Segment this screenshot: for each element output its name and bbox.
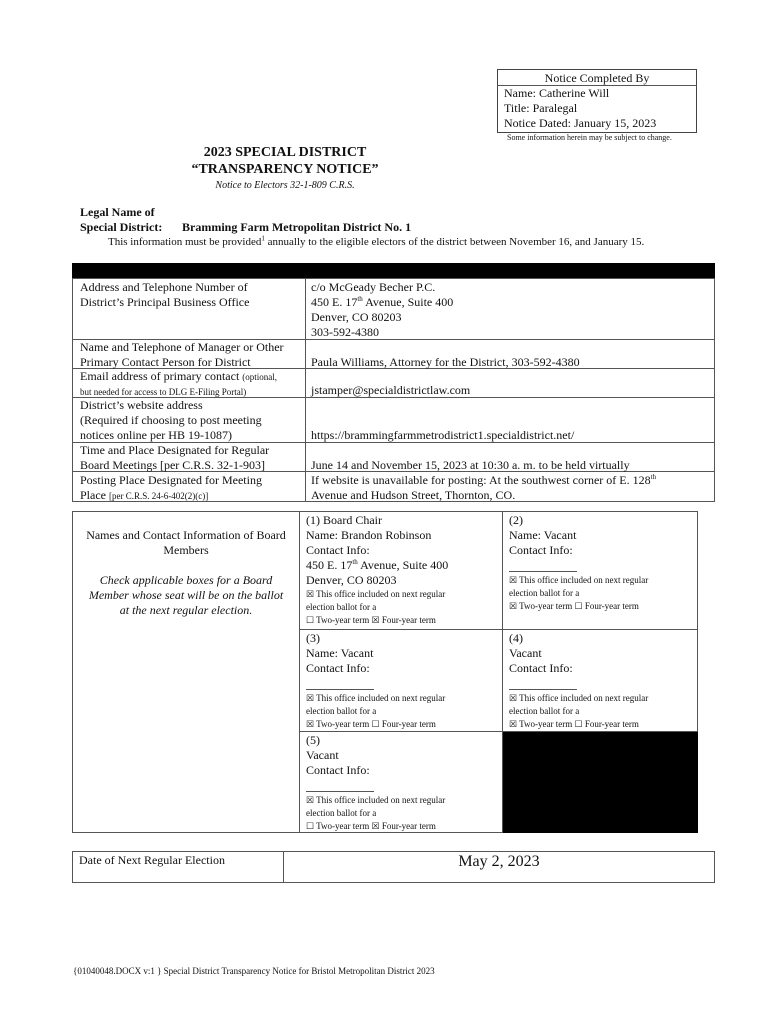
board-instructions (74, 573, 298, 618)
address-street: 450 E. 17 (311, 295, 358, 309)
legal-label2: Special District: (80, 220, 163, 234)
member-contact: Contact Info: (306, 763, 370, 777)
table-row-value (311, 280, 453, 340)
office-checkbox-line2: election ballot for a (306, 808, 377, 818)
table-row-value (311, 473, 656, 503)
posting-sup: th (650, 473, 657, 481)
member-head: (3) (306, 631, 320, 645)
row-label-main: Email address of primary contact (80, 369, 243, 383)
divider (305, 278, 306, 502)
board-member-3 (306, 631, 500, 731)
member-head: (2) (509, 513, 523, 527)
page-footer: {01040048.DOCX v:1 } Special District Transparency Notice for Bristol Metropolitan District 2023 (73, 966, 435, 976)
table-row (80, 340, 284, 370)
table-row (80, 473, 262, 504)
instr-line3: at the next regular election. (119, 603, 253, 617)
office-checkbox[interactable]: ☒ This office included on next regular (306, 795, 446, 805)
board-member-4 (509, 631, 695, 731)
member-contact: Contact Info: (306, 543, 370, 557)
title-line2: “TRANSPARENCY NOTICE” (191, 162, 379, 177)
row-label-main: Place (80, 488, 109, 502)
notice-completed-box (497, 69, 697, 133)
legal-label1: Legal Name of (80, 205, 155, 219)
row-label: Posting Place Designated for Meeting (80, 473, 262, 487)
election-date: May 2, 2023 (458, 853, 540, 870)
legal-note-text: This information must be provided (108, 236, 262, 248)
member-head: (5) (306, 733, 320, 747)
district-name: Bramming Farm Metropolitan District No. 1 (182, 220, 412, 234)
row-label: Primary Contact Person for District (80, 355, 251, 369)
divider (299, 511, 300, 833)
legal-note (108, 235, 644, 249)
row-value (311, 473, 656, 488)
row-value: 303-592-4380 (311, 325, 379, 339)
term-checkboxes[interactable]: ☒ Two-year term ☐ Four-year term (306, 719, 436, 729)
member-contact: Contact Info: (509, 543, 573, 557)
contact-blank-line (509, 558, 577, 572)
contact-blank-line (509, 676, 577, 690)
board-label-line2: Members (163, 543, 209, 557)
office-checkbox-line2: election ballot for a (306, 602, 377, 612)
office-checkbox-line2: election ballot for a (509, 706, 580, 716)
notice-dated: Notice Dated: January 15, 2023 (504, 116, 657, 130)
row-label: Name and Telephone of Manager or Other (80, 340, 284, 354)
address-street-rest: Avenue, Suite 400 (362, 295, 454, 309)
member-contact: Contact Info: (306, 661, 370, 675)
contact-blank-line (306, 676, 374, 690)
board-member-2 (509, 513, 695, 613)
member-head: (1) Board Chair (306, 513, 382, 527)
contact-blank-line (306, 778, 374, 792)
table-row (80, 369, 277, 400)
member-name: Vacant (306, 748, 339, 762)
office-checkbox[interactable]: ☒ This office included on next regular (509, 575, 649, 585)
notice-disclaimer: Some information herein may be subject to change. (507, 133, 672, 142)
divider (299, 629, 698, 630)
board-label-line1: Names and Contact Information of Board (86, 528, 286, 542)
member-name: Name: Vacant (509, 528, 577, 542)
office-checkbox-line2: election ballot for a (306, 706, 377, 716)
board-label (74, 528, 298, 558)
term-checkboxes[interactable]: ☒ Two-year term ☐ Four-year term (509, 601, 639, 611)
row-label (80, 369, 277, 385)
instr-line1: Check applicable boxes for a Board (99, 573, 273, 587)
row-label: (Required if choosing to post meeting (80, 413, 262, 427)
table-row (80, 398, 262, 443)
page-subtitle: Notice to Electors 32-1-809 C.R.S. (215, 180, 355, 191)
office-checkbox[interactable]: ☒ This office included on next regular (509, 693, 649, 703)
member-addr1-rest: Avenue, Suite 400 (357, 558, 449, 572)
legal-note-rest: annually to the eligible electors of the district between November 16, and January 15. (264, 236, 645, 248)
office-checkbox[interactable]: ☒ This office included on next regular (306, 589, 446, 599)
member-address2: Denver, CO 80203 (306, 573, 397, 587)
member-addr1: 450 E. 17 (306, 558, 353, 572)
row-label: Address and Telephone Number of (80, 280, 248, 294)
notice-title: Title: Paralegal (504, 101, 578, 115)
instr-line2: Member whose seat will be on the ballot (88, 588, 284, 602)
member-addr-sup: th (352, 558, 358, 566)
page-title (150, 144, 420, 178)
term-checkboxes[interactable]: ☐ Two-year term ☒ Four-year term (306, 821, 436, 831)
table-row (80, 280, 249, 310)
notice-name: Name: Catherine Will (504, 86, 610, 100)
address-sup: th (357, 295, 363, 303)
row-label: Board Meetings [per C.R.S. 32-1-903] (80, 458, 265, 472)
row-label: Time and Place Designated for Regular (80, 443, 270, 457)
member-name: Name: Vacant (306, 646, 374, 660)
member-name: Vacant (509, 646, 542, 660)
title-line1: 2023 SPECIAL DISTRICT (203, 145, 367, 160)
term-checkboxes[interactable]: ☒ Two-year term ☐ Four-year term (509, 719, 639, 729)
posting-text: If website is unavailable for posting: At the southwest corner of E. 128 (311, 473, 651, 487)
row-value (311, 295, 453, 310)
row-label-note: [per C.R.S. 24-6-402(2)(c)] (109, 491, 209, 501)
row-value: Avenue and Hudson Street, Thornton, CO. (311, 488, 516, 502)
member-address (306, 558, 500, 573)
blank-cell (503, 732, 698, 833)
election-label: Date of Next Regular Election (79, 853, 225, 867)
office-checkbox[interactable]: ☒ This office included on next regular (306, 693, 446, 703)
row-value: June 14 and November 15, 2023 at 10:30 a. m. to be held virtually (311, 458, 630, 472)
row-label: District’s Principal Business Office (80, 295, 250, 309)
board-member-5 (306, 733, 500, 833)
member-name: Name: Brandon Robinson (306, 528, 432, 542)
member-contact: Contact Info: (509, 661, 573, 675)
board-member-1 (306, 513, 500, 627)
row-label: notices online per HB 19-1087) (80, 428, 232, 442)
divider (497, 85, 697, 86)
row-value: c/o McGeady Becher P.C. (311, 280, 436, 294)
notice-heading: Notice Completed By (544, 71, 650, 85)
row-label (80, 488, 262, 504)
row-value: Denver, CO 80203 (311, 310, 402, 324)
row-label-note: (optional, (242, 372, 278, 382)
table-row (80, 443, 269, 473)
row-value: Paula Williams, Attorney for the District, 303-592-4380 (311, 355, 580, 369)
row-label-note: but needed for access to DLG E-Filing Portal) (80, 387, 247, 397)
row-value: https://brammingfarmmetrodistrict1.specialdistrict.net/ (311, 428, 575, 442)
office-checkbox-line2: election ballot for a (509, 588, 580, 598)
term-checkboxes[interactable]: ☐ Two-year term ☒ Four-year term (306, 615, 436, 625)
member-head: (4) (509, 631, 523, 645)
table-header-bar (72, 263, 715, 278)
row-label: District’s website address (80, 398, 203, 412)
legal-note-sup: 1 (261, 234, 265, 243)
row-value: jstamper@specialdistrictlaw.com (311, 383, 471, 397)
